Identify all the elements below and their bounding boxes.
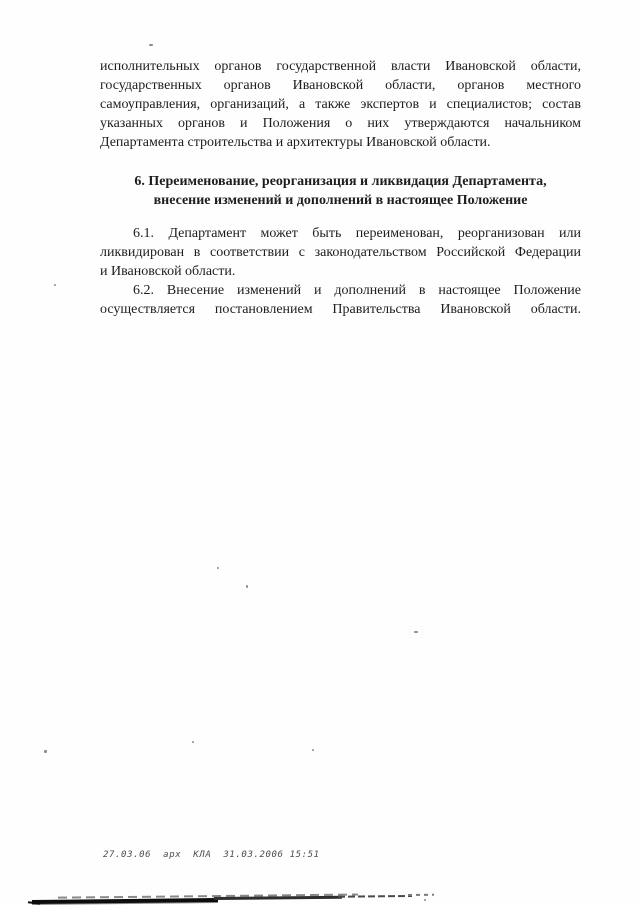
scan-edge-artifact [28,889,438,905]
paragraph-line: указанных органов и Положения о них утверждаются начальником [100,116,581,131]
scan-speck [217,567,219,569]
scan-speck [414,631,418,633]
continuation-paragraph [100,57,581,152]
heading-line: внесение изменений и дополнений в настоящее Положение [153,193,528,208]
paragraph-line: самоуправления, организаций, а также экспертов и специалистов; состав [100,97,581,112]
paragraph-line: ликвидирован в соответствии с законодательством Российской Федерации [100,245,581,260]
scan-speck [192,741,194,743]
paragraph-line: и Ивановской области. [100,264,236,279]
heading-line: 6. Переименование, реорганизация и ликвидация Департамента, [134,174,547,189]
document-text-block [100,57,581,319]
footer-stamp: 27.03.06 арх КЛА 31.03.2006 15:51 [103,850,320,860]
paragraph-line: Департамента строительства и архитектуры Ивановской области. [100,135,491,150]
paragraph-line: 6.2. Внесение изменений и дополнений в настоящее Положение [133,283,581,298]
scan-speck [54,284,56,286]
paragraph-line: осуществляется постановлением Правительства Ивановской области. [100,302,581,317]
scan-speck [312,749,314,751]
paragraph-line: исполнительных органов государственной власти Ивановской области, [100,59,581,74]
clause-6-2 [100,281,581,319]
paragraph-line: государственных органов Ивановской области, органов местного [100,78,581,93]
scan-speck [44,750,47,753]
clause-6-1 [100,224,581,281]
scan-speck [246,585,248,588]
paragraph-line: 6.1. Департамент может быть переименован, реорганизован или [133,226,581,241]
scan-speck [149,44,153,46]
section-6-heading [100,172,581,210]
